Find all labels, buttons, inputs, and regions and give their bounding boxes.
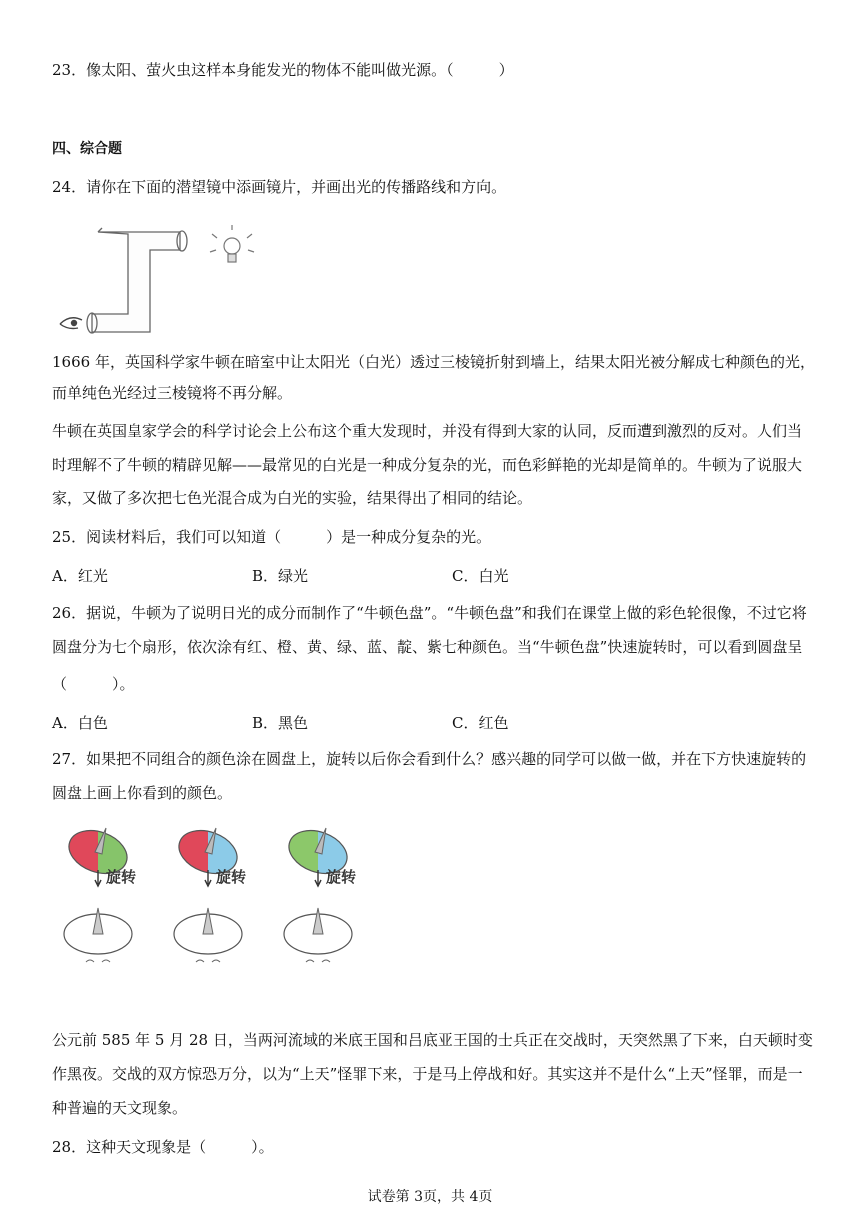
question-23: 23．像太阳、萤火虫这样本身能发光的物体不能叫做光源。（ ） xyxy=(52,61,514,79)
passage1-line-3: 牛顿在英国皇家学会的科学讨论会上公布这个重大发现时，并没有得到大家的认同，反而遭到激烈的反对。人们当 xyxy=(52,422,803,440)
page-footer: 试卷第 3页，共 4页 xyxy=(367,1189,493,1205)
option-a: A．红光 xyxy=(52,567,108,585)
spinning-top-2 xyxy=(168,822,248,962)
rotate-label: 旋转 xyxy=(106,868,137,886)
option-a: A．白色 xyxy=(52,714,108,732)
question-28: 28．这种天文现象是（ ）。 xyxy=(52,1138,274,1156)
option-b: B．绿光 xyxy=(252,567,309,585)
passage2-line-1: 公元前 585 年 5 月 28 日，当两河流域的米底王国和吕底亚王国的士兵正在交战时，天突然黑了下来，白天顿时变 xyxy=(52,1031,813,1049)
spinning-top-1 xyxy=(58,822,138,962)
passage2-line-3: 种普遍的天文现象。 xyxy=(52,1099,188,1117)
question-27-line-1: 27．如果把不同组合的颜色涂在圆盘上，旋转以后你会看到什么？感兴趣的同学可以做一做，并在下方快速旋转的 xyxy=(52,750,807,768)
question-27-line-2: 圆盘上画上你看到的颜色。 xyxy=(52,784,233,802)
question-26-line-3: （ ）。 xyxy=(52,675,135,693)
question-26-line-2: 圆盘分为七个扇形，依次涂有红、橙、黄、绿、蓝、靛、紫七种颜色。当“牛顿色盘”快速旋转时，可以看到圆盘呈 xyxy=(52,638,803,656)
section-heading: 四、综合题 xyxy=(52,141,122,157)
light-bulb-icon xyxy=(210,225,254,262)
rotate-label: 旋转 xyxy=(326,868,357,886)
passage1-line-4: 时理解不了牛顿的精辟见解——最常见的白光是一种成分复杂的光，而色彩鲜艳的光却是简单的。牛顿为了说服大 xyxy=(52,456,803,474)
rotate-label: 旋转 xyxy=(216,868,247,886)
periscope-figure xyxy=(52,220,272,340)
question-24: 24．请你在下面的潜望镜中添画镜片，并画出光的传播路线和方向。 xyxy=(52,178,507,196)
passage1-line-5: 家，又做了多次把七色光混合成为白光的实验，结果得出了相同的结论。 xyxy=(52,489,533,507)
option-c: C．白光 xyxy=(452,567,509,585)
eye-icon xyxy=(60,318,82,329)
question-25: 25．阅读材料后，我们可以知道（ ）是一种成分复杂的光。 xyxy=(52,528,492,546)
passage1-line-2: 而单纯色光经过三棱镜将不再分解。 xyxy=(52,384,293,402)
spinning-tops-figure xyxy=(58,822,368,972)
passage1-line-1: 1666 年，英国科学家牛顿在暗室中让太阳光（白光）透过三棱镜折射到墙上，结果太阳光被分解成七种颜色的光， xyxy=(52,353,815,371)
spinning-top-3 xyxy=(278,822,358,962)
question-26-line-1: 26．据说，牛顿为了说明日光的成分而制作了“牛顿色盘”。“牛顿色盘”和我们在课堂上做的彩色轮很像，不过它将 xyxy=(52,604,807,622)
passage2-line-2: 作黑夜。交战的双方惊恐万分，以为“上天”怪罪下来，于是马上停战和好。其实这并不是什么“上天”怪罪，而是一 xyxy=(52,1065,803,1083)
option-c: C．红色 xyxy=(452,714,509,732)
option-b: B．黑色 xyxy=(252,714,309,732)
